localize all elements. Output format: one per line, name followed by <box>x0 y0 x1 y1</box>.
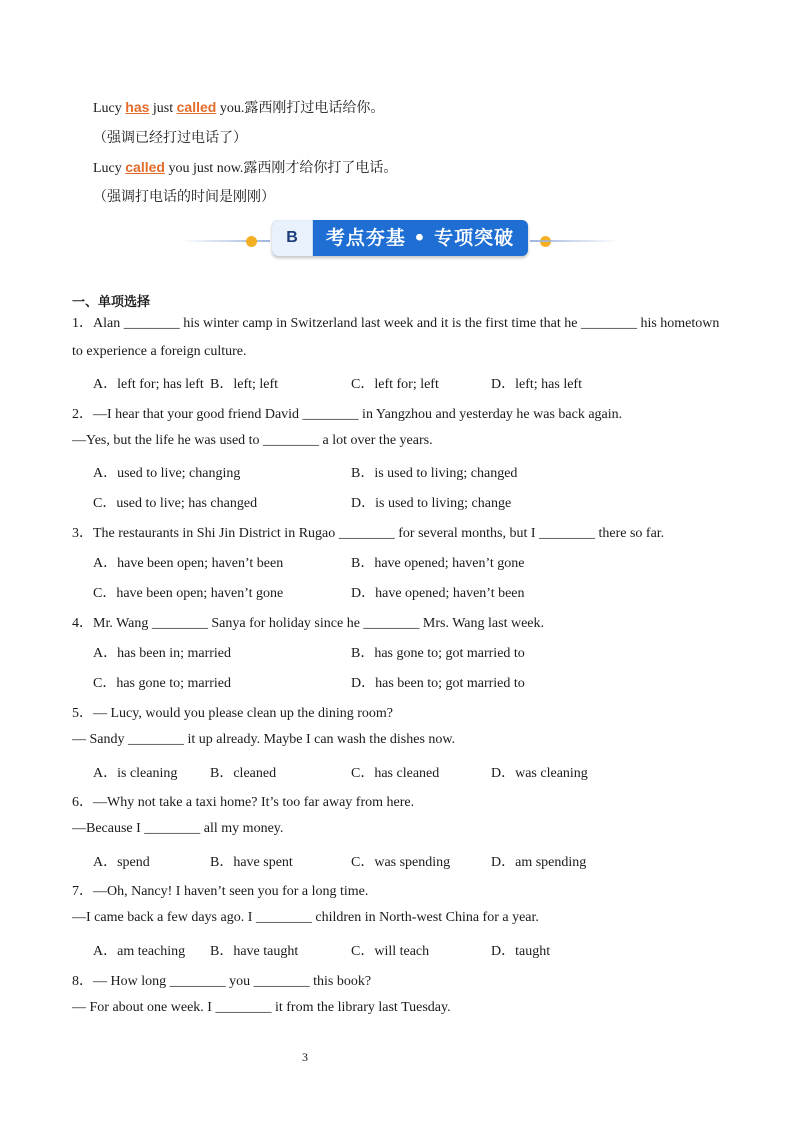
question-3-option-c: C．have been open; haven’t gone <box>93 586 284 601</box>
section-title: 一、单项选择 <box>72 295 151 310</box>
intro-text: Lucy <box>93 101 126 116</box>
question-2-option-d: D．is used to living; change <box>351 496 512 511</box>
question-3-option-a: A．have been open; haven’t been <box>93 556 284 571</box>
question-3-option-d: D．have opened; haven’t been <box>351 586 525 601</box>
highlight-called: called <box>125 159 165 175</box>
banner-divider-right <box>530 240 620 242</box>
question-5-option-a: A．is cleaning <box>93 766 178 781</box>
intro-text: you just now.露西刚才给你打了电话。 <box>164 161 398 176</box>
question-3-stem: 3．The restaurants in Shi Jin District in Rugao ________ for several months, but I ________ there so far. <box>72 526 665 541</box>
section-banner <box>180 218 620 260</box>
intro-text: you.露西刚打过电话给你。 <box>216 101 385 116</box>
question-2-option-c: C．used to live; has changed <box>93 496 258 511</box>
question-4-option-d: D．has been to; got married to <box>351 676 525 691</box>
question-7-stem: 7．—Oh, Nancy! I haven’t seen you for a long time. <box>72 884 369 899</box>
question-1-stem: 1．Alan ________ his winter camp in Switzerland last week and it is the first time that he ________ his hometown <box>72 316 720 331</box>
highlight-has: has <box>125 99 150 115</box>
question-2-stem: 2．—I hear that your good friend David ________ in Yangzhou and yesterday he was back again. <box>72 407 623 422</box>
question-6-option-d: D．am spending <box>491 855 587 870</box>
question-5-stem: 5．— Lucy, would you please clean up the dining room? <box>72 706 394 721</box>
banner-pill <box>272 220 528 256</box>
question-4-option-b: B．has gone to; got married to <box>351 646 525 661</box>
question-4-option-a: A．has been in; married <box>93 646 232 661</box>
intro-line-4: （强调打电话的时间是刚刚） <box>93 190 275 205</box>
question-1-stem-cont: to experience a foreign culture. <box>72 344 247 359</box>
question-6-stem-cont: —Because I ________ all my money. <box>72 821 284 836</box>
intro-line-3 <box>93 157 397 177</box>
question-2-stem-cont: —Yes, but the life he was used to ________ a lot over the years. <box>72 433 433 448</box>
intro-text: just <box>149 101 177 116</box>
banner-title: 考点夯基 • 专项突破 <box>325 227 515 249</box>
question-2-option-a: A．used to live; changing <box>93 466 241 481</box>
question-1-option-c: C．left for; left <box>351 377 439 392</box>
question-7-option-b: B．have taught <box>210 944 299 959</box>
question-6-option-c: C．was spending <box>351 855 451 870</box>
question-7-option-a: A．am teaching <box>93 944 186 959</box>
question-6-option-a: A．spend <box>93 855 150 870</box>
question-5-option-b: B．cleaned <box>210 766 277 781</box>
question-8-stem: 8．— How long ________ you ________ this book? <box>72 974 372 989</box>
intro-line-1 <box>93 97 384 117</box>
question-5-stem-cont: — Sandy ________ it up already. Maybe I can wash the dishes now. <box>72 732 456 747</box>
intro-line-2: （强调已经打过电话了） <box>93 131 247 146</box>
question-8-stem-cont: — For about one week. I ________ it from the library last Tuesday. <box>72 1000 451 1015</box>
question-2-option-b: B．is used to living; changed <box>351 466 518 481</box>
banner-letter: B <box>286 229 298 246</box>
question-6-option-b: B．have spent <box>210 855 293 870</box>
banner-dot-left <box>246 236 257 247</box>
question-4-stem: 4．Mr. Wang ________ Sanya for holiday since he ________ Mrs. Wang last week. <box>72 616 544 631</box>
question-1-option-a: A．left for; has left <box>93 377 204 392</box>
question-1-option-d: D．left; has left <box>491 377 582 392</box>
highlight-called: called <box>176 99 217 115</box>
question-1-option-b: B．left; left <box>210 377 279 392</box>
question-4-option-c: C．has gone to; married <box>93 676 232 691</box>
question-7-option-c: C．will teach <box>351 944 430 959</box>
question-6-stem: 6．—Why not take a taxi home? It’s too far away from here. <box>72 795 415 810</box>
question-5-option-c: C．has cleaned <box>351 766 440 781</box>
question-7-stem-cont: —I came back a few days ago. I ________ children in North-west China for a year. <box>72 910 539 925</box>
intro-text: Lucy <box>93 161 126 176</box>
page-number: 3 <box>302 1050 308 1064</box>
question-7-option-d: D．taught <box>491 944 551 959</box>
question-5-option-d: D．was cleaning <box>491 766 588 781</box>
question-3-option-b: B．have opened; haven’t gone <box>351 556 525 571</box>
